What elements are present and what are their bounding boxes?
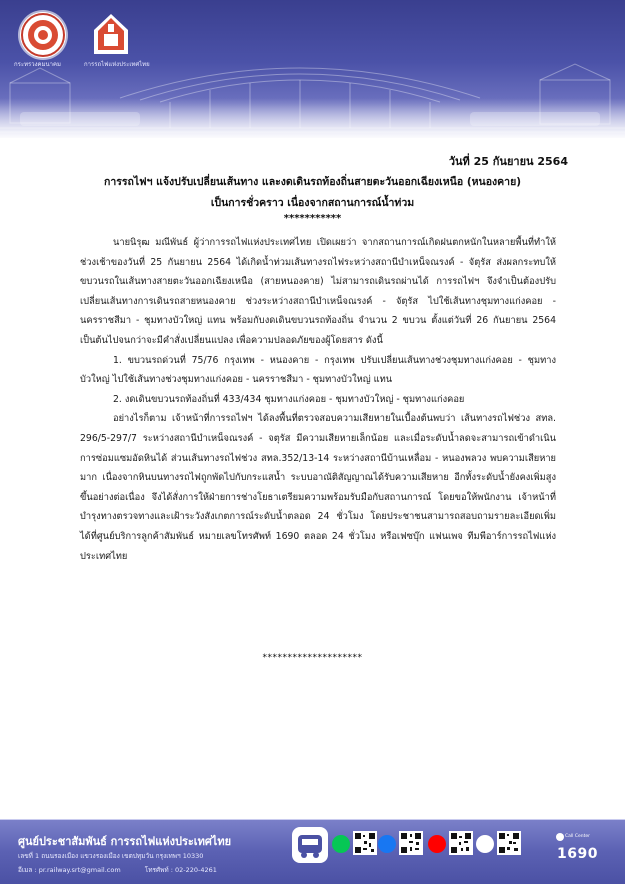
footer (0, 819, 625, 884)
release-date: วันที่ 25 กันยายน 2564 (448, 155, 568, 168)
youtube-qr-group (428, 827, 473, 855)
footer-address: เลขที่ 1 ถนนรองเมือง แขวงรองเมือง เขตปทุมวัน กรุงเทพฯ 10330 (18, 852, 204, 860)
website-qr-code[interactable] (497, 831, 521, 855)
line-icon[interactable] (332, 835, 350, 853)
paragraph-damage-report: อย่างไรก็ตาม เจ้าหน้าที่การรถไฟฯ ได้ลงพื้นที่ตรวจสอบความเสียหายในเบื้องต้นพบว่า เส้นทางรถไฟช่วง สทล. 296/5-297/7 ระหว่างสถานีบำเหน็จณรงค์ - จตุรัส มีความเสียหายเล็กน้อย และเมื่อระดับน้ำลดจะสามารถเข้าดำเนินการซ่อมแซมอัดหินได้ ส่วนเส้นทางรถไฟช่วง สทล.352/13-14 ระหว่างสถานีบ้านเหลื่อม - หนองพลวง พบความเสียหายมาก เนื่องจากหินบนทางรถไฟถูกพัดไปกับกระแสน้ำ ระบบอาณัติสัญญาณได้รับความเสียหาย อีกทั้งระดับน้ำยังคงเพิ่มสูงขึ้นอย่างต่อเนื่อง จึงได้สั่งการให้ฝ่ายการช่างโยธาเตรียมความพร้อมรับมือกับสถานการณ์ โดยขอให้พนักงาน เจ้าหน้าที่บำรุงทางตรวจทางและเฝ้าระวังสังเกตการณ์ระดับน้ำตลอด 24 ชั่วโมง โดยประชาชนสามารถสอบถามรายละเอียดเพิ่มได้ที่ศูนย์บริการลูกค้าสัมพันธ์ หมายเลขโทรศัพท์ 1690 ตลอด 24 ชั่วโมง หรือเฟซบุ๊ก แฟนเพจ ทีมพีอาร์การรถไฟแห่งประเทศไทย (80, 413, 556, 562)
line-qr-group (332, 827, 377, 855)
phone-icon (556, 833, 564, 841)
headline-line-2: เป็นการชั่วคราว เนื่องจากสถานการณ์น้ำท่วม (210, 197, 415, 209)
srt-app-icon[interactable] (292, 827, 328, 863)
end-separator: ******************** (262, 653, 363, 663)
youtube-qr-code[interactable] (449, 831, 473, 855)
header-banner (0, 0, 625, 138)
footer-email[interactable]: อีเมล : pr.railway.srt@gmail.com (18, 866, 121, 874)
srt-logo (88, 12, 134, 58)
call-center-badge[interactable] (555, 830, 609, 874)
footer-title: ศูนย์ประชาสัมพันธ์ การรถไฟแห่งประเทศไทย (18, 835, 232, 848)
footer-contact (18, 865, 239, 875)
app-qr-group (292, 827, 328, 863)
facebook-icon[interactable] (378, 835, 396, 853)
header-fade (0, 98, 625, 138)
headline-line-1: การรถไฟฯ แจ้งปรับเปลี่ยนเส้นทาง และงดเดินรถท้องถิ่นสายตะวันออกเฉียงเหนือ (หนองคาย) (103, 176, 522, 188)
footer-phone: โทรศัพท์ : 02-220-4261 (144, 866, 217, 874)
line-qr-code[interactable] (353, 831, 377, 855)
website-qr-group (476, 827, 521, 855)
paragraph-intro: นายนิรุฒ มณีพันธ์ ผู้ว่าการรถไฟแห่งประเทศไทย เปิดเผยว่า จากสถานการณ์เกิดฝนตกหนักในหลายพื้นที่ทำให้ช่วงเช้าของวันที่ 25 กันยายน 2564 ได้เกิดน้ำท่วมเส้นทางรถไฟระหว่างสถานีบำเหน็จณรงค์ - จัตุรัส ส่งผลกระทบให้ขบวนรถในเส้นทางสายตะวันออกเฉียงเหนือ (สายหนองคาย) ไม่สามารถเดินรถผ่านได้ การรถไฟฯ จึงจำเป็นต้องปรับเปลี่ยนเส้นทางการเดินรถสายหนองคาย ช่วงระหว่างสถานีบำเหน็จณรงค์ - จัตุรัส ไปใช้เส้นทางชุมทางแก่งคอย - นครราชสีมา - ชุมทางบัวใหญ่ แทน พร้อมกับงดเดินขบวนรถท้องถิ่น จำนวน 2 ขบวน ตั้งแต่วันที่ 26 กันยายน 2564 เป็นต้นไปจนกว่าจะมีคำสั่งเปลี่ยนแปลง เพื่อความปลอดภัยของผู้โดยสาร ดังนี้ (80, 237, 556, 346)
youtube-icon[interactable] (428, 835, 446, 853)
ministry-caption: กระทรวงคมนาคม (14, 61, 61, 68)
call-center-label: Call Center (565, 834, 590, 839)
list-item-2: 2. งดเดินขบวนรถท้องถิ่นที่ 433/434 ชุมทางแก่งคอย - ชุมทางบัวใหญ่ - ชุมทางแก่งคอย (113, 393, 465, 405)
headline-separator: *********** (283, 213, 342, 224)
press-release-body (80, 233, 556, 566)
website-icon[interactable] (476, 835, 494, 853)
call-center-number: 1690 (557, 846, 598, 862)
facebook-qr-code[interactable] (399, 831, 423, 855)
ministry-of-transport-logo (20, 12, 66, 58)
srt-caption: การรถไฟแห่งประเทศไทย (84, 61, 150, 68)
list-item-1: 1. ขบวนรถด่วนที่ 75/76 กรุงเทพ - หนองคาย - กรุงเทพ ปรับเปลี่ยนเส้นทางช่วงชุมทางแก่งคอย - ชุมทางบัวใหญ่ ไปใช้เส้นทางช่วงชุมทางแก่งคอย - นครราชสีมา - ชุมทางบัวใหญ่ แทน (80, 354, 556, 386)
facebook-qr-group (378, 827, 423, 855)
